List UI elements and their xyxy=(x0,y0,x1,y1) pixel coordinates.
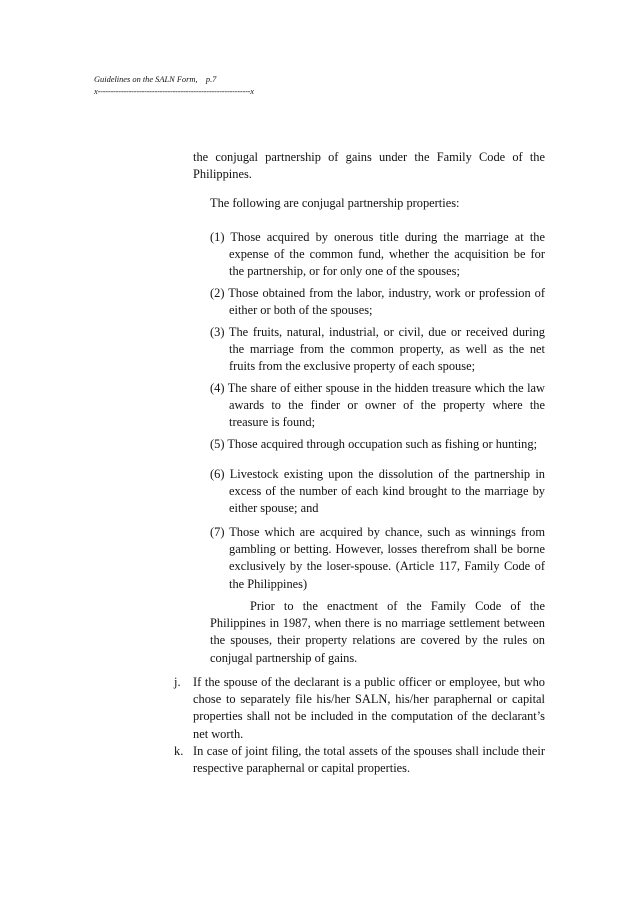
header-rule: x-----------------------------------------------------------x xyxy=(94,87,254,96)
section-label: k. xyxy=(174,744,184,758)
list-item-3: (3) The fruits, natural, industrial, or civil, due or received during the marriage from the common property, as well as the net fruits from the exclusive property of each spouse; xyxy=(210,325,545,374)
section-j xyxy=(174,674,545,743)
historical-note: Prior to the enactment of the Family Code of the Philippines in 1987, when there is no marriage settlement between the spouses, their property relations are covered by the rules on conjugal partnership of gains. xyxy=(210,599,545,665)
list-item-2: (2) Those obtained from the labor, industry, work or profession of either or both of the spouses; xyxy=(210,286,545,318)
section-text: In case of joint filing, the total assets of the spouses shall include their respective paraphernal or capital properties. xyxy=(193,744,545,776)
section-k xyxy=(174,743,545,777)
list-item-6: (6) Livestock existing upon the dissolution of the partnership in excess of the number of each kind brought to the marriage by either spouse; and xyxy=(210,467,545,516)
intro-paragraph: The following are conjugal partnership properties: xyxy=(210,196,460,210)
list-item-1: (1) Those acquired by onerous title during the marriage at the expense of the common fund, whether the acquisition be for the partnership, or for only one of the spouses; xyxy=(210,230,545,279)
section-label: j. xyxy=(174,675,181,689)
section-text: If the spouse of the declarant is a public officer or employee, but who chose to separately file his/her SALN, his/her paraphernal or capital properties shall not be included in the computation of the declarant’s net worth. xyxy=(193,675,545,741)
list-item-4: (4) The share of either spouse in the hidden treasure which the law awards to the finder or owner of the property where the treasure is found; xyxy=(210,381,545,430)
page-header xyxy=(94,74,254,98)
lead-paragraph: the conjugal partnership of gains under the Family Code of the Philippines. xyxy=(193,150,545,182)
header-title: Guidelines on the SALN Form, p.7 xyxy=(94,75,217,84)
list-item-5: (5) Those acquired through occupation such as fishing or hunting; xyxy=(210,437,538,451)
list-item-7: (7) Those which are acquired by chance, such as winnings from gambling or betting. However, losses therefrom shall be borne exclusively by the loser-spouse. (Article 117, Family Code of the Philippines) xyxy=(210,525,545,591)
